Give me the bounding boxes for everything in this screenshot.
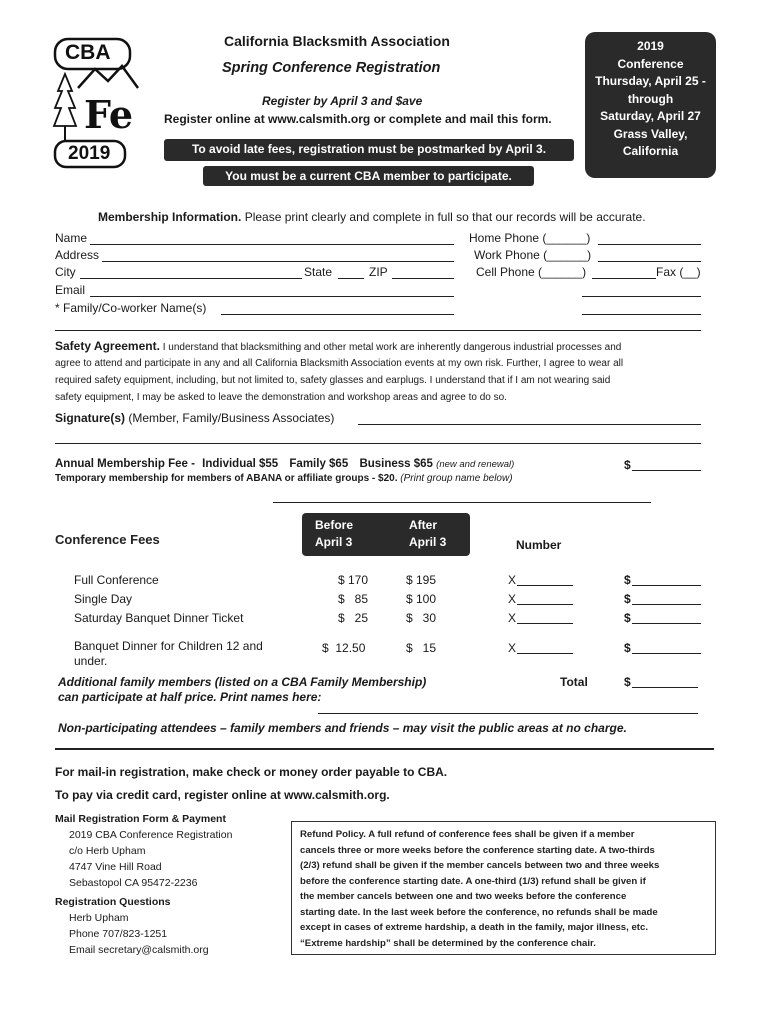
deadline-note: Register by April 3 and $ave xyxy=(262,94,423,108)
signature-label: Signature(s) xyxy=(55,411,126,425)
refund-line: “Extreme hardship” shall be determined by the conference chair. xyxy=(300,937,596,949)
family-field[interactable] xyxy=(221,314,454,315)
zip-label: ZIP xyxy=(369,265,388,279)
logo-cba: CBA xyxy=(65,41,111,64)
after-date: April 3 xyxy=(409,535,447,549)
safety-line: safety equipment, I may be asked to leave the demonstration and workshop areas and agree to do so. xyxy=(55,392,507,403)
family-names-field[interactable] xyxy=(318,713,698,714)
before-date: April 3 xyxy=(315,535,353,549)
membership-instructions: Please print clearly and complete in full so that our records will be accurate. xyxy=(244,210,646,224)
fee-label: Full Conference xyxy=(74,573,159,587)
address-field[interactable] xyxy=(102,261,454,262)
temp-membership: Temporary membership for members of ABANA or affiliate groups - $20. xyxy=(55,473,398,484)
refund-line: starting date. In the last week before the conference, no refunds shall be made xyxy=(300,906,658,918)
zip-field[interactable] xyxy=(392,278,454,279)
questions-line: Phone 707/823-1251 xyxy=(69,928,168,940)
children-after: $ 15 xyxy=(406,641,437,655)
home-phone-label: Home Phone (______) xyxy=(469,231,591,245)
online-note: Register online at www.calsmith.org or complete and mail this form. xyxy=(164,112,552,126)
safety-heading: Safety Agreement. xyxy=(55,339,160,353)
org-name: California Blacksmith Association xyxy=(224,33,450,49)
cell-phone-field[interactable] xyxy=(592,278,656,279)
fee-x: X xyxy=(508,573,517,587)
address-label: Address xyxy=(55,248,100,262)
annual-dollar: $ xyxy=(624,458,631,472)
membership-title: Membership Information. xyxy=(98,210,242,224)
questions-line: Herb Upham xyxy=(69,912,129,924)
fee-label: Saturday Banquet Dinner Ticket xyxy=(74,611,244,625)
fee-number-field[interactable] xyxy=(517,585,573,586)
family-label: * Family/Co-worker Name(s) xyxy=(55,301,207,315)
fee-amount-field[interactable] xyxy=(632,585,701,586)
temp-note: (Print group name below) xyxy=(400,473,513,484)
fee-after: $ 195 xyxy=(406,573,437,587)
late-fees-banner: To avoid late fees, registration must be postmarked by April 3. xyxy=(164,139,574,161)
children-dollar: $ xyxy=(624,641,631,655)
member-banner: You must be a current CBA member to participate. xyxy=(203,166,534,186)
children-number-field[interactable] xyxy=(517,653,573,654)
fax-label: Fax (__) xyxy=(656,265,701,279)
signature-field[interactable] xyxy=(358,424,701,425)
signature-row xyxy=(55,411,334,425)
refund-line: except in cases of extreme hardship, a death in the family, major illness, etc. xyxy=(300,922,648,933)
fee-after: $ 100 xyxy=(406,592,437,606)
date-line: Conference xyxy=(617,56,684,71)
email-field[interactable] xyxy=(90,296,454,297)
section-divider xyxy=(55,748,714,750)
page-title: Spring Conference Registration xyxy=(222,60,441,76)
extra-line[interactable] xyxy=(582,296,701,297)
temp-membership-row xyxy=(55,473,513,484)
mail-address-line: c/o Herb Upham xyxy=(69,845,146,857)
conference-date-box xyxy=(585,32,716,178)
state-label: State xyxy=(304,265,333,279)
fee-amount-field[interactable] xyxy=(632,623,701,624)
children-label: Banquet Dinner for Children 12 and xyxy=(74,639,263,653)
additional-family-note: Additional family members (listed on a CBA Family Membership) xyxy=(58,675,427,689)
mail-form-heading: Mail Registration Form & Payment xyxy=(55,813,226,825)
before-label: Before xyxy=(315,518,354,532)
children-amount-field[interactable] xyxy=(632,653,701,654)
mail-address-line: 2019 CBA Conference Registration xyxy=(69,829,233,841)
fee-dollar: $ xyxy=(624,573,631,587)
fee-before: $ 170 xyxy=(338,573,369,587)
annual-fee-label: Annual Membership Fee - xyxy=(55,458,195,470)
fee-dollar: $ xyxy=(624,592,631,606)
number-heading: Number xyxy=(516,538,562,552)
group-name-field[interactable] xyxy=(273,502,651,503)
children-x: X xyxy=(508,641,517,655)
name-label: Name xyxy=(55,231,88,245)
date-line: Grass Valley, xyxy=(613,126,688,141)
safety-line xyxy=(55,339,621,353)
total-field[interactable] xyxy=(632,687,698,688)
fee-after: $ 30 xyxy=(406,611,437,625)
date-line: Saturday, April 27 xyxy=(600,109,701,123)
fee-column-header xyxy=(302,513,470,556)
fee-before: $ 25 xyxy=(338,611,369,625)
questions-heading: Registration Questions xyxy=(55,896,171,908)
individual-fee: Individual $55 xyxy=(202,458,279,470)
fee-number-field[interactable] xyxy=(517,623,573,624)
cba-logo xyxy=(50,36,150,170)
card-payment-note: To pay via credit card, register online at www.calsmith.org. xyxy=(55,788,390,802)
home-phone-field[interactable] xyxy=(598,244,701,245)
fee-number-field[interactable] xyxy=(517,604,573,605)
refund-policy-box xyxy=(291,821,716,955)
email-label: Email xyxy=(55,283,86,297)
name-field[interactable] xyxy=(90,244,454,245)
refund-line: the member cancels between one and two weeks before the conference xyxy=(300,891,627,902)
children-before: $ 12.50 xyxy=(322,641,366,655)
work-phone-label: Work Phone (______) xyxy=(474,248,592,262)
fee-label: Single Day xyxy=(74,592,133,606)
conference-fees-heading: Conference Fees xyxy=(55,532,160,547)
safety-line: agree to attend and participate in any and all California Blacksmith Association events at my own risk. Further, I agree to wear all xyxy=(55,358,624,369)
signature-field[interactable] xyxy=(55,443,701,444)
signature-note: (Member, Family/Business Associates) xyxy=(128,411,335,425)
membership-heading xyxy=(98,210,646,224)
date-line: California xyxy=(622,144,679,158)
city-field[interactable] xyxy=(80,278,302,279)
work-phone-field[interactable] xyxy=(598,261,701,262)
total-label: Total xyxy=(560,675,588,689)
additional-family-note-cont: can participate at half price. Print names here: xyxy=(58,690,322,704)
fee-amount-field[interactable] xyxy=(632,604,701,605)
total-dollar: $ xyxy=(624,675,631,689)
refund-line: before the conference starting date. A one-third (1/3) refund shall be given if xyxy=(300,875,646,887)
fee-dollar: $ xyxy=(624,611,631,625)
logo-year: 2019 xyxy=(68,143,111,164)
nonparticipating-note: Non-participating attendees – family members and friends – may visit the public areas at no charge. xyxy=(58,721,627,735)
safety-line: required safety equipment, including, but not limited to, safety glasses and earplugs. I understand that if I am not wearing said xyxy=(55,375,611,386)
state-field[interactable] xyxy=(338,278,364,279)
mail-address-line: Sebastopol CA 95472-2236 xyxy=(69,877,198,889)
date-line: Thursday, April 25 - xyxy=(595,74,706,88)
logo-fe: Fe xyxy=(84,92,134,137)
refund-line: (2/3) refund shall be given if the member cancels between two and three weeks xyxy=(300,860,660,871)
annual-note: (new and renewal) xyxy=(436,459,515,470)
refund-line: Refund Policy. A full refund of conference fees shall be given if a member xyxy=(300,829,635,840)
fee-x: X xyxy=(508,592,517,606)
after-label: After xyxy=(409,518,438,532)
annual-fee-row xyxy=(55,458,514,470)
extra-line[interactable] xyxy=(582,314,701,315)
cell-phone-label: Cell Phone (______) xyxy=(476,265,587,279)
date-line: through xyxy=(627,91,674,106)
fee-x: X xyxy=(508,611,517,625)
children-label-cont: under. xyxy=(74,654,108,668)
date-line: 2019 xyxy=(637,39,664,53)
mail-address-line: 4747 Vine Hill Road xyxy=(69,861,162,873)
family-fee: Family $65 xyxy=(289,458,349,470)
fee-before: $ 85 xyxy=(338,592,369,606)
mail-payment-note: For mail-in registration, make check or money order payable to CBA. xyxy=(55,765,448,779)
city-label: City xyxy=(55,265,76,279)
business-fee: Business $65 xyxy=(359,458,433,470)
safety-text: I understand that blacksmithing and other metal work are inherently dangerous industrial processes and xyxy=(162,342,622,353)
section-divider xyxy=(55,330,701,331)
annual-amount-field[interactable] xyxy=(632,470,701,471)
refund-line: cancels three or more weeks before the conference starting date. A two-thirds xyxy=(300,844,655,856)
questions-line: Email secretary@calsmith.org xyxy=(69,944,209,956)
